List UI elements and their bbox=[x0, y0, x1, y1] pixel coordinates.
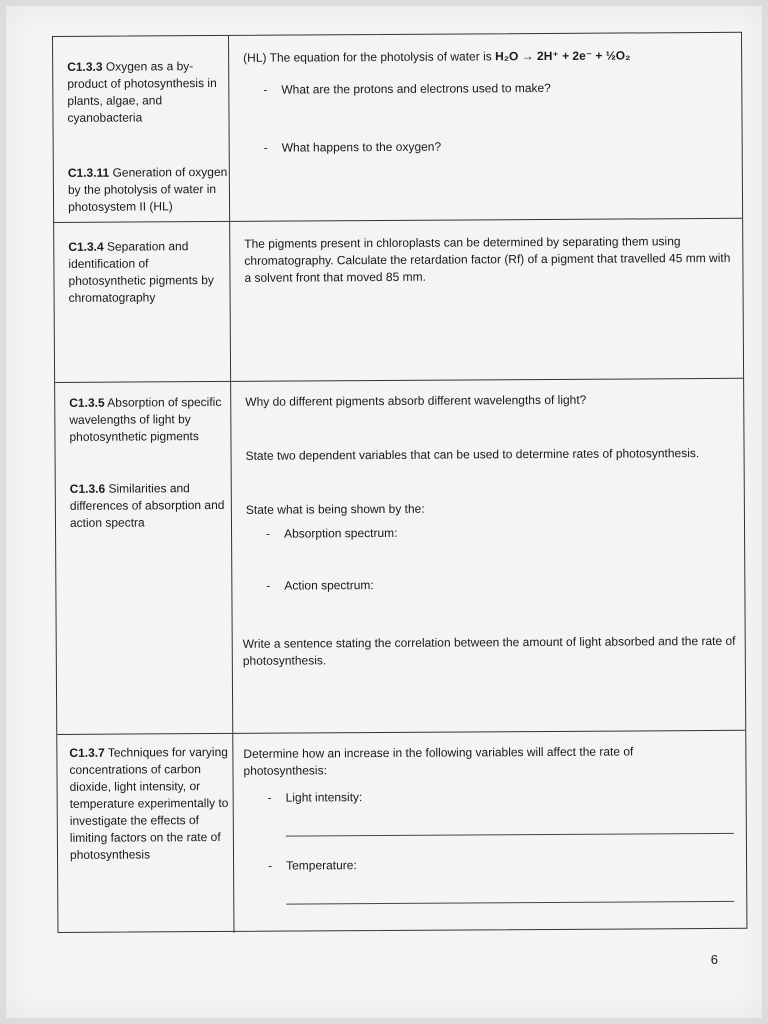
question-text: - Light intensity: bbox=[267, 790, 363, 805]
question-text: The pigments present in chloroplasts can be determined by separating them using chromatography. Calculate the retardation factor (Rf) of a pigment that travelled 45 mm with a solvent front that moved 85 mm. bbox=[244, 234, 731, 285]
table-row bbox=[53, 33, 742, 223]
syllabus-point: C1.3.6 Similarities and differences of absorption and action spectra bbox=[69, 481, 225, 530]
question-text: - What happens to the oxygen? bbox=[263, 139, 442, 155]
worksheet-table bbox=[52, 32, 747, 933]
table-row bbox=[54, 219, 743, 383]
syllabus-point: C1.3.3 Oxygen as a by-product of photosynthesis in plants, algae, and cyanobacteria bbox=[67, 59, 217, 125]
syllabus-cell bbox=[53, 36, 230, 222]
answer-line bbox=[286, 901, 734, 905]
question-text: Why do different pigments absorb different wavelengths of light? bbox=[245, 392, 587, 409]
question-text: - Action spectrum: bbox=[266, 578, 374, 593]
question-text: State what is being shown by the: bbox=[245, 501, 425, 517]
question-cell bbox=[231, 379, 745, 733]
syllabus-point: C1.3.7 Techniques for varying concentrations of carbon dioxide, light intensity, or temperature experimentally to investigate the effects of limiting factors on the rate of photosynthesis bbox=[69, 744, 229, 862]
syllabus-cell bbox=[54, 222, 231, 382]
syllabus-point: C1.3.11 Generation of oxygen by the photolysis of water in photosystem II (HL) bbox=[67, 164, 228, 214]
table-row bbox=[55, 379, 745, 735]
question-text: Write a sentence stating the correlation between the amount of light absorbed and the rate of photosynthesis. bbox=[242, 633, 736, 668]
question-text: Determine how an increase in the following variables will affect the rate of photosynthesis: bbox=[243, 744, 634, 778]
syllabus-point: C1.3.4 Separation and identification of photosynthetic pigments by chromatography bbox=[68, 239, 214, 305]
worksheet-page bbox=[6, 6, 762, 1018]
syllabus-cell bbox=[55, 382, 233, 734]
question-text: - Absorption spectrum: bbox=[266, 525, 398, 541]
question-cell bbox=[230, 219, 743, 381]
answer-line bbox=[286, 833, 734, 837]
syllabus-cell bbox=[57, 734, 234, 934]
question-text: State two dependent variables that can be used to determine rates of photosynthesis. bbox=[245, 446, 700, 463]
table-row bbox=[57, 731, 746, 934]
question-text: (HL) The equation for the photolysis of water is H₂O → 2H⁺ + 2e⁻ + ½O₂ bbox=[243, 48, 631, 65]
photolysis-equation: H₂O → 2H⁺ + 2e⁻ + ½O₂ bbox=[494, 48, 631, 64]
question-cell bbox=[233, 731, 746, 933]
question-text: - Temperature: bbox=[268, 858, 357, 873]
question-text: - What are the protons and electrons used to make? bbox=[263, 80, 551, 97]
syllabus-point: C1.3.5 Absorption of specific wavelengths of light by photosynthetic pigments bbox=[69, 394, 222, 444]
question-cell bbox=[229, 33, 742, 221]
page-number: 6 bbox=[710, 952, 718, 967]
